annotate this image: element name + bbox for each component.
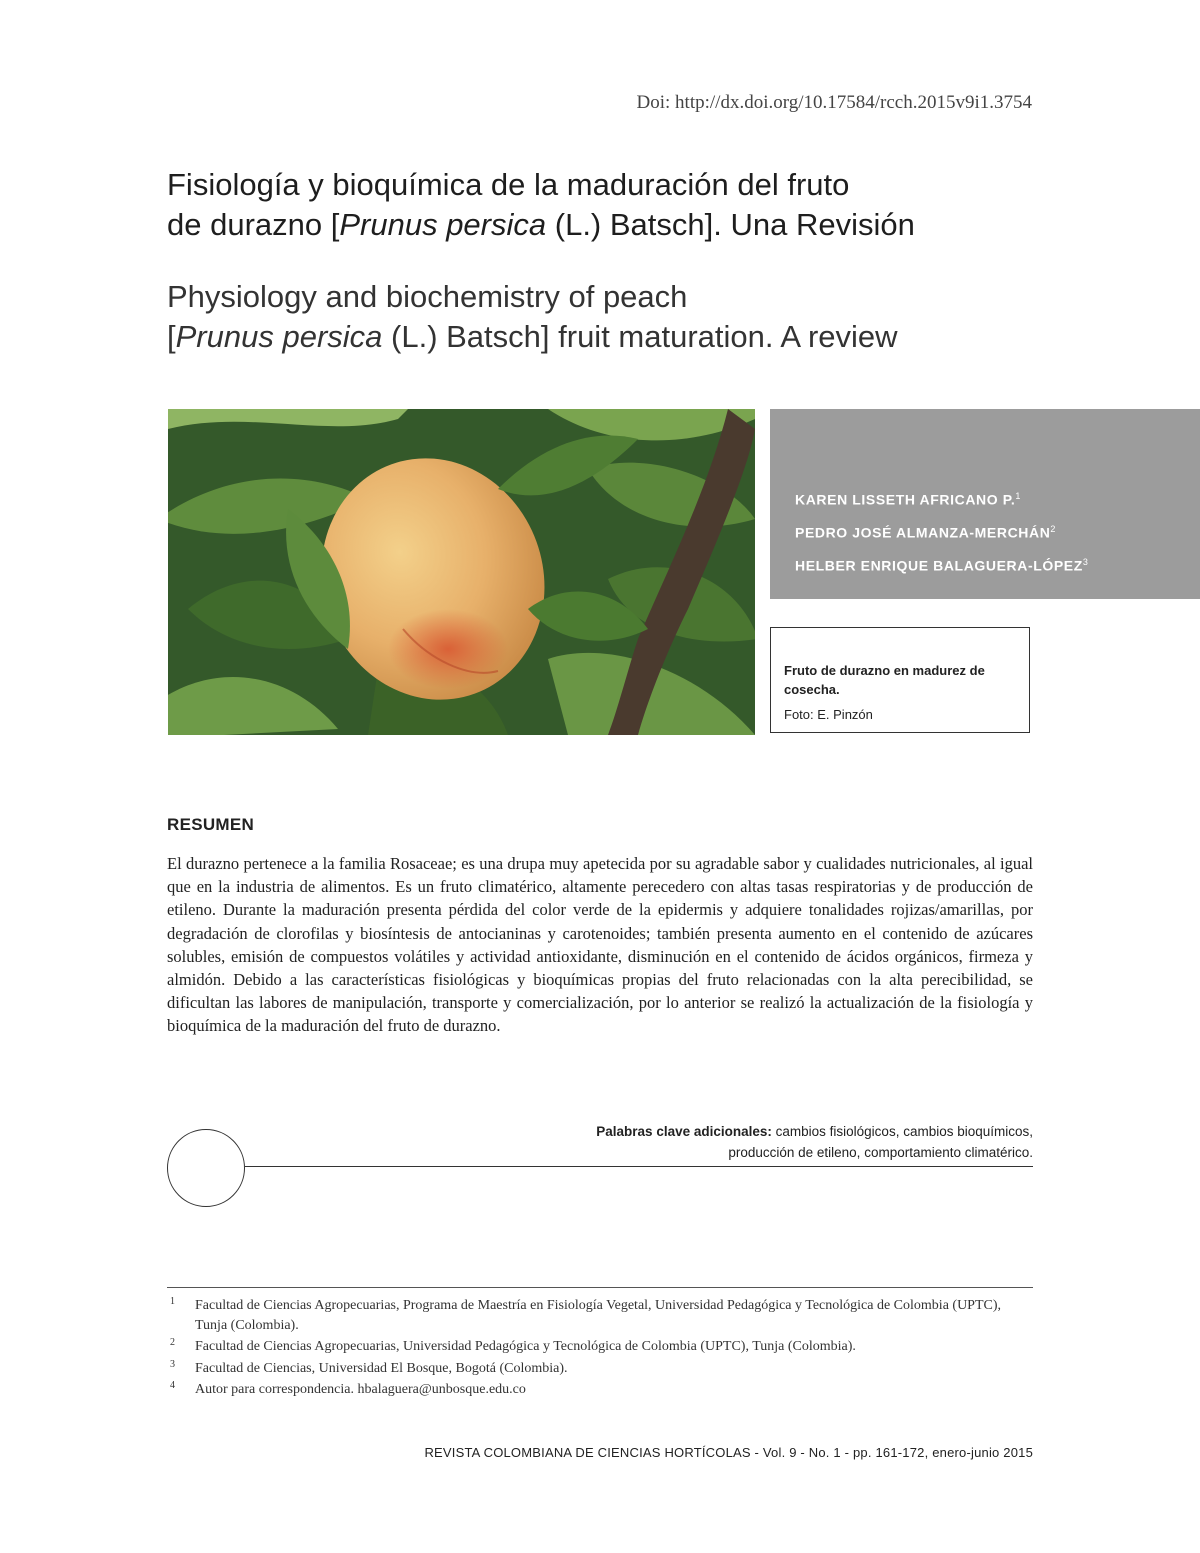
decorative-rule	[245, 1166, 1033, 1167]
photo-caption-box	[770, 627, 1030, 733]
footnotes	[167, 1296, 1033, 1402]
footnote-2: 2 Facultad de Ciencias Agropecuarias, Universidad Pedagógica y Tecnológica de Colombia (UPTC), Tunja (Colombia).	[170, 1337, 856, 1354]
keywords	[513, 1121, 1033, 1163]
peach-photo-illustration	[168, 409, 755, 735]
title-en-line2-post: (L.) Batsch] fruit maturation. A review	[382, 319, 898, 354]
title-english	[167, 277, 1067, 357]
title-en-line2-pre: [	[167, 319, 176, 354]
keywords-line2: producción de etileno, comportamiento climatérico.	[728, 1145, 1033, 1160]
author-1: KAREN LISSETH AFRICANO P.$^1$	[795, 491, 1021, 508]
title-es-line2-post: (L.) Batsch]. Una Revisión	[546, 207, 915, 242]
title-en-line1: Physiology and biochemistry of peach	[167, 279, 688, 314]
resumen-heading: RESUMEN	[167, 815, 255, 834]
keywords-line1: cambios fisiológicos, cambios bioquímicos,	[771, 1124, 1033, 1139]
peach-photo	[168, 409, 755, 735]
title-spanish	[167, 165, 1067, 245]
resumen-body: El durazno pertenece a la familia Rosaceae; es una drupa muy apetecida por su agradable sabor y cualidades nutricionales, al igual que en la industria de alimentos. Es un fruto climatérico, altamente perecedero con altas tasas respiratorias y de producción de etileno. Durante la maduración presenta pérdida del color verde de la epidermis y adquiere tonalidades rojizas/amarillas, por degradación de clorofilas y biosíntesis de antocianinas y carotenoides; también presenta aumento en el contenido de azúcares solubles, emisión de compuestos volátiles y actividad antioxidante, disminución en el contenido de ácidos orgánicos, firmeza y almidón. Debido a las características fisiológicas y bioquímicas propias del fruto relacionadas con la alta perecibilidad, se dificultan las labores de manipulación, transporte y comercialización, por lo anterior se realizó la actualización de la fisiología y bioquímica de la maduración del fruto de durazno.	[167, 854, 1033, 1036]
footnote-4: 4 Autor para correspondencia. hbalaguera@unbosque.edu.co	[170, 1380, 526, 1397]
footnote-divider	[167, 1287, 1033, 1288]
footnote-3: 3 Facultad de Ciencias, Universidad El Bosque, Bogotá (Colombia).	[170, 1358, 568, 1376]
author-band	[770, 409, 1200, 599]
title-es-line1: Fisiología y bioquímica de la maduración del fruto	[167, 167, 850, 202]
title-es-species: Prunus persica	[339, 207, 547, 242]
title-es-line2-pre: de durazno [	[167, 207, 340, 242]
title-en-species: Prunus persica	[175, 319, 383, 354]
caption-text: Fruto de durazno en madurez de cosecha.	[784, 663, 985, 697]
author-3: HELBER ENRIQUE BALAGUERA-LÓPEZ$^3$	[795, 557, 1089, 574]
footnote-1: 1 Facultad de Ciencias Agropecuarias, Programa de Maestría en Fisiología Vegetal, Universidad Pedagógica y Tecnológica de Colombia (UPTC), Tunja (Colombia).	[170, 1296, 1002, 1333]
author-2: PEDRO JOSÉ ALMANZA-MERCHÁN$^2$	[795, 524, 1057, 541]
doi-link[interactable]: Doi: http://dx.doi.org/10.17584/rcch.2015v9i1.3754	[636, 92, 1032, 113]
decorative-circle	[167, 1129, 245, 1207]
keywords-label: Palabras clave adicionales:	[596, 1124, 772, 1139]
journal-footer: REVISTA COLOMBIANA DE CIENCIAS HORTÍCOLAS - Vol. 9 - No. 1 - pp. 161-172, enero-junio 2015	[424, 1445, 1033, 1460]
caption-credit: Foto: E. Pinzón	[784, 707, 873, 722]
